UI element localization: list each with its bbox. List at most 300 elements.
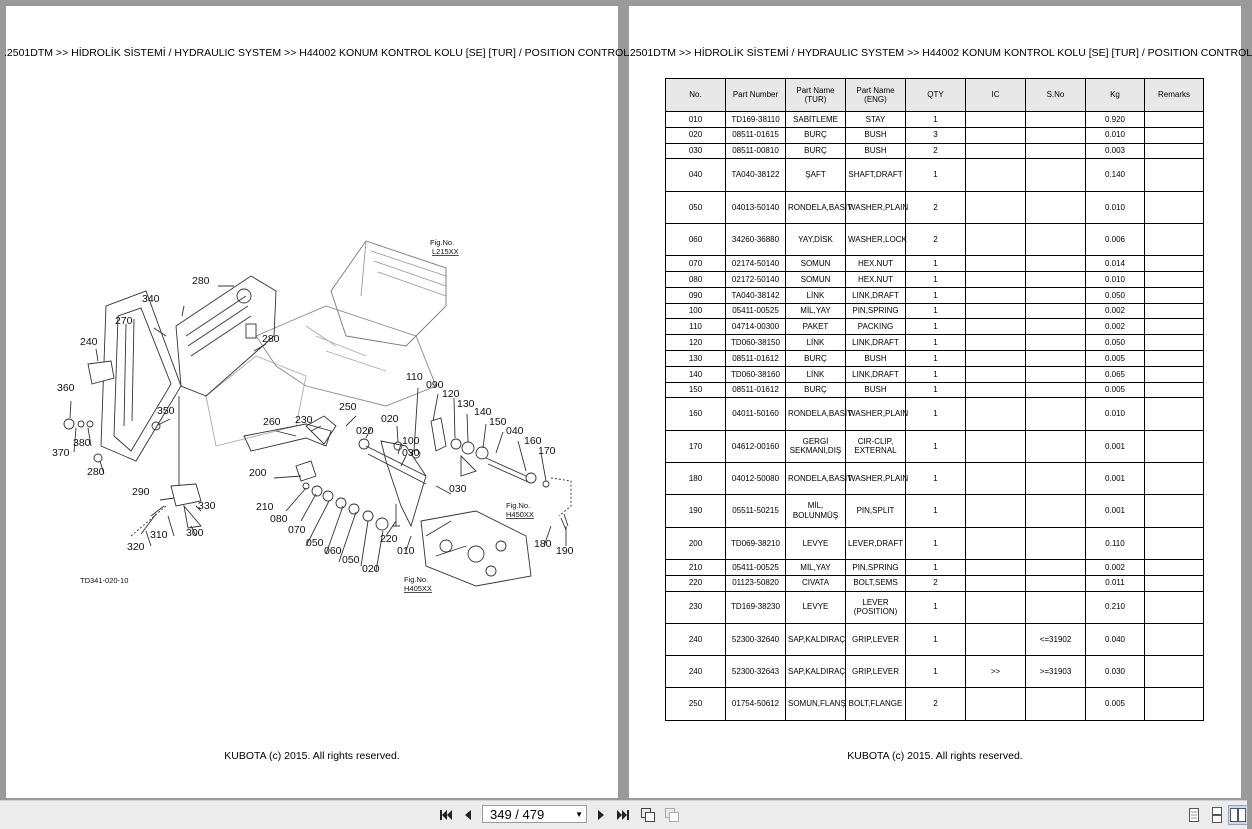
table-cell: 0.010 (1086, 398, 1145, 430)
table-cell (1145, 223, 1204, 255)
table-cell: 0.065 (1086, 366, 1145, 382)
table-cell: 1 (906, 319, 966, 335)
table-cell: 130 (666, 351, 726, 367)
table-cell (1026, 430, 1086, 462)
table-cell (1026, 303, 1086, 319)
table-row (666, 623, 1204, 655)
table-cell: 1 (906, 256, 966, 272)
table-cell: 02172-50140 (726, 272, 786, 288)
table-cell (966, 191, 1026, 223)
table-cell: 2 (906, 191, 966, 223)
page-number-input[interactable] (482, 805, 587, 823)
table-cell: 010 (666, 112, 726, 128)
table-cell: 1 (906, 366, 966, 382)
table-cell: 100 (666, 303, 726, 319)
table-cell: 1 (906, 159, 966, 191)
callout: 130 (457, 398, 475, 410)
table-cell (1145, 495, 1204, 527)
table-cell: 1 (906, 623, 966, 655)
callout: 180 (534, 538, 552, 550)
table-cell: 240 (666, 656, 726, 688)
table-cell: 0.210 (1086, 591, 1145, 623)
table-cell: SAP,KALDIRAÇ (786, 623, 846, 655)
column-header: Kg (1086, 79, 1145, 112)
table-cell: TD169-38230 (726, 591, 786, 623)
column-header: IC (966, 79, 1026, 112)
table-cell (1145, 382, 1204, 398)
table-cell: SOMUN,FLANŞ (786, 688, 846, 720)
table-cell: 1 (906, 656, 966, 688)
table-cell: 0.005 (1086, 351, 1145, 367)
table-cell (1026, 366, 1086, 382)
parts-table (665, 78, 1204, 721)
callout: 170 (538, 445, 556, 457)
table-cell: CIR-CLIP, EXTERNAL (846, 430, 906, 462)
table-cell: SOMUN (786, 272, 846, 288)
table-cell: 0.050 (1086, 335, 1145, 351)
table-cell: STAY (846, 112, 906, 128)
two-page-view-icon[interactable] (1228, 805, 1248, 825)
table-cell (966, 495, 1026, 527)
table-cell: 120 (666, 335, 726, 351)
table-cell (1145, 463, 1204, 495)
table-cell: MİL,YAY (786, 303, 846, 319)
table-cell: 0.110 (1086, 527, 1145, 559)
table-cell: TD069-38210 (726, 527, 786, 559)
table-row (666, 575, 1204, 591)
table-cell: 05511-50215 (726, 495, 786, 527)
next-icon[interactable] (591, 805, 611, 825)
column-header: Part Name (ENG) (846, 79, 906, 112)
table-cell: LINK,DRAFT (846, 335, 906, 351)
table-cell: 160 (666, 398, 726, 430)
table-cell: 0.001 (1086, 463, 1145, 495)
table-cell: 0.006 (1086, 223, 1145, 255)
callout: 350 (157, 405, 175, 417)
table-cell: 2 (906, 143, 966, 159)
table-cell: 110 (666, 319, 726, 335)
callout: 150 (489, 416, 507, 428)
column-header: No. (666, 79, 726, 112)
table-row (666, 591, 1204, 623)
table-cell: 150 (666, 382, 726, 398)
fig-ref-label: Fig.No. (506, 501, 531, 510)
callout: 190 (556, 545, 574, 557)
table-cell (1026, 191, 1086, 223)
table-cell (966, 272, 1026, 288)
table-cell (966, 303, 1026, 319)
callout: 340 (142, 293, 160, 305)
table-cell: RONDELA,BASİT (786, 398, 846, 430)
table-cell: LEVER,DRAFT (846, 527, 906, 559)
table-cell: 04013-50140 (726, 191, 786, 223)
table-cell: 08511-01612 (726, 351, 786, 367)
dropdown-arrow-icon[interactable]: ▼ (575, 810, 583, 819)
table-row (666, 351, 1204, 367)
table-cell: 0.030 (1086, 656, 1145, 688)
callout: 260 (263, 416, 281, 428)
table-cell: 1 (906, 527, 966, 559)
fig-ref-number[interactable]: H405XX (404, 584, 432, 593)
table-cell: 02174-50140 (726, 256, 786, 272)
table-cell: 3 (906, 127, 966, 143)
table-row (666, 143, 1204, 159)
table-cell: 52300-32643 (726, 656, 786, 688)
table-cell (966, 430, 1026, 462)
callout: 160 (524, 435, 542, 447)
table-cell (966, 382, 1026, 398)
page-indicator: 349 / 479 (490, 807, 545, 822)
table-cell (966, 256, 1026, 272)
table-cell: GRIP,LEVER (846, 623, 906, 655)
table-row (666, 303, 1204, 319)
table-cell: WASHER,PLAIN (846, 463, 906, 495)
table-cell (1145, 127, 1204, 143)
table-cell: 2 (906, 575, 966, 591)
table-cell: 0.014 (1086, 256, 1145, 272)
table-cell: 080 (666, 272, 726, 288)
table-cell: 0.011 (1086, 575, 1145, 591)
page-left (4, 6, 630, 798)
table-cell: 0.005 (1086, 382, 1145, 398)
table-cell: 240 (666, 623, 726, 655)
table-cell: GRIP,LEVER (846, 656, 906, 688)
table-cell: BURÇ (786, 143, 846, 159)
table-cell (1145, 527, 1204, 559)
callout: 110 (406, 371, 423, 383)
table-row (666, 688, 1204, 720)
page-footer: KUBOTA (c) 2015. All rights reserved. (224, 750, 400, 762)
callout: 120 (442, 388, 460, 400)
table-cell: TD060-38160 (726, 366, 786, 382)
table-cell (1145, 575, 1204, 591)
table-row (666, 223, 1204, 255)
table-cell (1145, 623, 1204, 655)
table-cell: >> (966, 656, 1026, 688)
table-row (666, 398, 1204, 430)
callout: 020 (362, 563, 380, 575)
table-cell: SABİTLEME (786, 112, 846, 128)
callout: 310 (150, 529, 168, 541)
table-row (666, 527, 1204, 559)
callout: 300 (186, 527, 204, 539)
table-cell: 1 (906, 287, 966, 303)
table-cell: RONDELA,BASİT (786, 463, 846, 495)
table-cell: 190 (666, 495, 726, 527)
table-cell (1026, 319, 1086, 335)
table-row (666, 159, 1204, 191)
table-row (666, 272, 1204, 288)
table-cell: 0.001 (1086, 430, 1145, 462)
table-cell: 020 (666, 127, 726, 143)
table-row (666, 430, 1204, 462)
table-cell: 050 (666, 191, 726, 223)
table-cell (1026, 575, 1086, 591)
table-row (666, 335, 1204, 351)
table-cell: 08511-01615 (726, 127, 786, 143)
callout: 030 (449, 483, 467, 495)
table-cell: 1 (906, 112, 966, 128)
table-cell (1145, 559, 1204, 575)
table-cell: 0.001 (1086, 495, 1145, 527)
table-cell: 230 (666, 591, 726, 623)
table-cell: 08511-00810 (726, 143, 786, 159)
callout: 270 (115, 315, 133, 327)
table-cell: 200 (666, 527, 726, 559)
table-cell (966, 688, 1026, 720)
table-cell (966, 527, 1026, 559)
callout: 280 (262, 333, 280, 345)
table-cell (966, 143, 1026, 159)
table-cell: BURÇ (786, 351, 846, 367)
table-cell: HEX.NUT (846, 256, 906, 272)
page-header: .2501DTM >> HİDROLİK SİSTEMİ / HYDRAULIC SYSTEM >> H44002 KONUM KONTROL KOLU [SE] [TUR] / POSITION CONTROL (627, 47, 1252, 59)
table-cell: WASHER,PLAIN (846, 191, 906, 223)
table-cell: SAP,KALDIRAÇ (786, 656, 846, 688)
table-row (666, 559, 1204, 575)
table-cell: ŞAFT (786, 159, 846, 191)
table-cell: LİNK (786, 366, 846, 382)
table-cell (1145, 335, 1204, 351)
callout: 380 (73, 437, 91, 449)
table-cell: LINK,DRAFT (846, 366, 906, 382)
callout: 220 (380, 533, 398, 545)
table-cell: 1 (906, 591, 966, 623)
table-cell: 0.002 (1086, 319, 1145, 335)
table-cell: PIN,SPLIT (846, 495, 906, 527)
table-cell: CIVATA (786, 575, 846, 591)
table-cell (1145, 287, 1204, 303)
callout: 290 (132, 486, 150, 498)
callout: 280 (87, 466, 105, 478)
table-cell (1026, 591, 1086, 623)
table-cell: 04612-00160 (726, 430, 786, 462)
column-header: Part Number (726, 79, 786, 112)
table-cell: LEVYE (786, 591, 846, 623)
table-cell: 34260-36880 (726, 223, 786, 255)
callout: 030 (402, 447, 420, 459)
table-cell (966, 319, 1026, 335)
table-cell (1145, 366, 1204, 382)
fig-ref-number[interactable]: H450XX (506, 510, 534, 519)
table-cell: 08511-01612 (726, 382, 786, 398)
table-cell: PAKET (786, 319, 846, 335)
table-cell (1026, 495, 1086, 527)
callout: 050 (306, 537, 324, 549)
table-cell: PIN,SPRING (846, 303, 906, 319)
single-page-view-icon[interactable] (1184, 805, 1204, 825)
callout: 070 (288, 524, 306, 536)
table-cell (966, 112, 1026, 128)
skip-last-icon[interactable] (613, 805, 633, 825)
table-cell: 0.002 (1086, 559, 1145, 575)
column-header: Remarks (1145, 79, 1204, 112)
table-cell: 2 (906, 223, 966, 255)
exploded-parts-diagram (4, 6, 630, 706)
table-cell: PACKING (846, 319, 906, 335)
table-cell (966, 287, 1026, 303)
callout: 360 (57, 382, 75, 394)
table-cell: 0.140 (1086, 159, 1145, 191)
table-cell: 1 (906, 382, 966, 398)
table-cell (1145, 256, 1204, 272)
table-cell: 1 (906, 430, 966, 462)
callout: 140 (474, 406, 492, 418)
table-cell: RONDELA,BASİT (786, 191, 846, 223)
diagram-code: TD341-020-10 (80, 576, 129, 585)
table-cell: 040 (666, 159, 726, 191)
table-cell (966, 575, 1026, 591)
table-cell (1026, 287, 1086, 303)
table-cell: 0.003 (1086, 143, 1145, 159)
table-cell (1026, 527, 1086, 559)
callout: 060 (324, 545, 342, 557)
table-cell (966, 463, 1026, 495)
table-cell (1145, 143, 1204, 159)
table-cell: LİNK (786, 287, 846, 303)
table-cell: 0.002 (1086, 303, 1145, 319)
table-cell (1026, 398, 1086, 430)
table-cell (1145, 430, 1204, 462)
table-cell: HEX.NUT (846, 272, 906, 288)
table-row (666, 191, 1204, 223)
table-cell: BOLT,SEMS (846, 575, 906, 591)
table-cell: 0.040 (1086, 623, 1145, 655)
callout: 020 (356, 425, 374, 437)
table-row (666, 656, 1204, 688)
table-cell (1026, 256, 1086, 272)
continuous-view-icon[interactable] (1207, 805, 1227, 825)
table-cell: BURÇ (786, 382, 846, 398)
table-cell: BUSH (846, 127, 906, 143)
callout: 370 (52, 447, 70, 459)
table-cell: 04011-50160 (726, 398, 786, 430)
table-cell (1026, 223, 1086, 255)
viewer-toolbar (0, 800, 1247, 829)
table-row (666, 287, 1204, 303)
page-footer: KUBOTA (c) 2015. All rights reserved. (847, 750, 1023, 762)
callout: 230 (295, 414, 313, 426)
table-cell: 1 (906, 335, 966, 351)
table-cell (966, 127, 1026, 143)
callout: 010 (397, 545, 415, 557)
table-cell: 05411-00525 (726, 303, 786, 319)
table-row (666, 463, 1204, 495)
table-cell: 52300-32640 (726, 623, 786, 655)
table-cell: 01123-50820 (726, 575, 786, 591)
table-cell: 1 (906, 495, 966, 527)
column-header: S.No (1026, 79, 1086, 112)
table-cell (966, 398, 1026, 430)
table-cell: 01754-50612 (726, 688, 786, 720)
table-row (666, 366, 1204, 382)
table-cell: 1 (906, 398, 966, 430)
table-cell (966, 623, 1026, 655)
table-cell: TA040-38122 (726, 159, 786, 191)
fig-ref-label: Fig.No. (404, 575, 429, 584)
table-cell (1145, 319, 1204, 335)
skip-first-icon[interactable] (436, 805, 456, 825)
table-cell (966, 559, 1026, 575)
prev-icon[interactable] (458, 805, 478, 825)
table-cell (1026, 112, 1086, 128)
table-cell (1145, 688, 1204, 720)
table-cell (1026, 382, 1086, 398)
callout: 240 (80, 336, 98, 348)
table-cell (1145, 191, 1204, 223)
table-cell (1145, 303, 1204, 319)
callout: 020 (381, 413, 399, 425)
table-cell: PIN,SPRING (846, 559, 906, 575)
callout: 330 (198, 500, 216, 512)
table-cell (966, 366, 1026, 382)
table-cell: 0.010 (1086, 191, 1145, 223)
table-cell (1026, 351, 1086, 367)
table-cell: MİL, BOLUNMÜŞ (786, 495, 846, 527)
table-row (666, 127, 1204, 143)
table-cell (1145, 159, 1204, 191)
table-cell: GERGİ SEKMANI,DIŞ (786, 430, 846, 462)
table-cell: 210 (666, 559, 726, 575)
table-cell: SHAFT,DRAFT (846, 159, 906, 191)
table-cell: 1 (906, 463, 966, 495)
table-cell: 250 (666, 688, 726, 720)
table-cell: 0.920 (1086, 112, 1145, 128)
table-cell: BUSH (846, 382, 906, 398)
table-row (666, 256, 1204, 272)
callout: 210 (256, 501, 274, 513)
table-cell: TA040-38142 (726, 287, 786, 303)
table-cell (1145, 112, 1204, 128)
callout: 080 (270, 513, 288, 525)
table-cell: LEVER (POSITION) (846, 591, 906, 623)
page-header: .2501DTM >> HİDROLİK SİSTEMİ / HYDRAULIC SYSTEM >> H44002 KONUM KONTROL KOLU [SE] [TUR] / POSITION CONTROL (4, 47, 630, 59)
table-cell: 0.010 (1086, 272, 1145, 288)
table-cell (1026, 272, 1086, 288)
table-cell (1145, 398, 1204, 430)
paste-page-icon[interactable] (662, 805, 682, 825)
callout: 250 (339, 401, 357, 413)
table-cell (1026, 127, 1086, 143)
column-header: QTY (906, 79, 966, 112)
table-row (666, 495, 1204, 527)
table-cell: 05411-00525 (726, 559, 786, 575)
table-header-row (666, 79, 1204, 112)
fig-ref-number[interactable]: L215XX (432, 247, 459, 256)
column-header: Part Name (TUR) (786, 79, 846, 112)
table-cell (966, 351, 1026, 367)
copy-page-icon[interactable] (638, 805, 658, 825)
table-row (666, 319, 1204, 335)
fig-ref-label: Fig.No. (430, 238, 455, 247)
parts-table-body (666, 112, 1204, 721)
table-cell (1026, 463, 1086, 495)
table-cell (966, 335, 1026, 351)
table-cell (1026, 335, 1086, 351)
table-cell: YAY,DİSK (786, 223, 846, 255)
table-cell: <=31902 (1026, 623, 1086, 655)
table-cell: 1 (906, 272, 966, 288)
callout: 100 (402, 435, 420, 447)
table-cell (1145, 591, 1204, 623)
table-cell (1145, 351, 1204, 367)
callout: 320 (127, 541, 145, 553)
table-cell: 0.050 (1086, 287, 1145, 303)
table-cell: 070 (666, 256, 726, 272)
table-cell: WASHER,LOCK (846, 223, 906, 255)
table-cell: 140 (666, 366, 726, 382)
table-cell: 060 (666, 223, 726, 255)
